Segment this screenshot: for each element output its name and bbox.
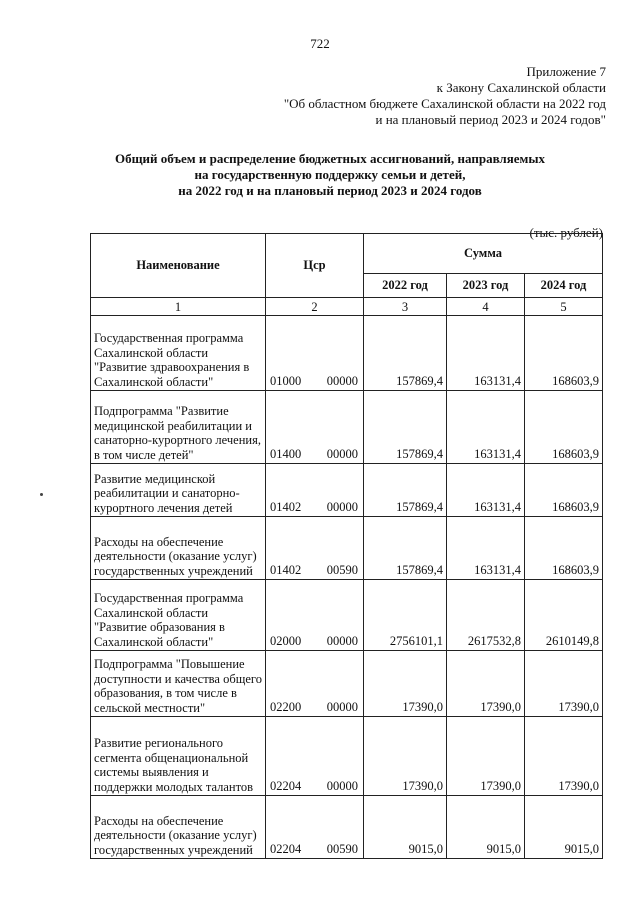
program-code: 02204 [270,779,302,793]
row-name: Расходы на обеспечение деятельности (оказание услуг) государственных учреждений [91,517,266,580]
header-year-2022: 2022 год [364,274,447,298]
table-row [91,796,603,859]
value-2022: 17390,0 [364,717,447,796]
program-code: 02000 [270,634,302,648]
column-index: 5 [525,298,603,316]
value-2022: 157869,4 [364,517,447,580]
value-2024: 17390,0 [525,651,603,717]
header-code: Цср [266,234,364,298]
value-2022: 157869,4 [364,391,447,464]
table-row [91,517,603,580]
row-name: Государственная программа Сахалинской области "Развитие здравоохранения в Сахалинской области" [91,316,266,391]
row-name: Расходы на обеспечение деятельности (оказание услуг) государственных учреждений [91,796,266,859]
value-2022: 17390,0 [364,651,447,717]
row-name: Развитие регионального сегмента общенациональной системы выявления и поддержки молодых талантов [91,717,266,796]
program-code: 01402 [270,500,302,514]
table-row [91,391,603,464]
value-2024: 17390,0 [525,717,603,796]
appendix-line: Приложение 7 [526,64,606,79]
direction-code: 00000 [326,634,358,648]
table-row [91,651,603,717]
direction-code: 00000 [326,779,358,793]
header-year-2023: 2023 год [447,274,525,298]
value-2023: 9015,0 [447,796,525,859]
direction-code: 00000 [326,500,358,514]
budget-table [90,233,603,859]
program-code: 01400 [270,447,302,461]
direction-code: 00000 [326,447,358,461]
direction-code: 00590 [326,842,358,856]
column-index: 1 [91,298,266,316]
value-2024: 168603,9 [525,391,603,464]
value-2023: 163131,4 [447,391,525,464]
direction-code: 00000 [326,374,358,388]
value-2022: 2756101,1 [364,580,447,651]
program-code: 02200 [270,700,302,714]
direction-code: 00590 [326,563,358,577]
appendix-header [284,64,606,128]
units-label: (тыс. рублей) [529,225,603,240]
title-line: Общий объем и распределение бюджетных ассигнований, направляемых [114,151,546,166]
table-row [91,580,603,651]
header-sum: Сумма [364,234,603,274]
column-index-row [91,298,603,316]
value-2023: 17390,0 [447,717,525,796]
program-code: 02204 [270,842,302,856]
page-number: 722 [310,36,330,51]
scan-dot [40,493,43,496]
row-name: Развитие медицинской реабилитации и санаторно-курортного лечения детей [91,464,266,517]
row-name: Государственная программа Сахалинской области "Развитие образования в Сахалинской области" [91,580,266,651]
value-2023: 163131,4 [447,464,525,517]
row-name: Подпрограмма "Развитие медицинской реабилитации и санаторно-курортного лечения, в том числе детей" [91,391,266,464]
value-2024: 2610149,8 [525,580,603,651]
value-2024: 168603,9 [525,517,603,580]
table-row [91,464,603,517]
document-title [80,151,580,199]
header-name: Наименование [91,234,266,298]
direction-code: 00000 [326,700,358,714]
value-2022: 157869,4 [364,464,447,517]
table-row [91,316,603,391]
value-2023: 163131,4 [447,517,525,580]
value-2023: 163131,4 [447,316,525,391]
appendix-line: и на плановый период 2023 и 2024 годов" [375,112,606,127]
column-index: 2 [266,298,364,316]
appendix-line: "Об областном бюджете Сахалинской области на 2022 год [283,96,606,111]
program-code: 01402 [270,563,302,577]
header-year-2024: 2024 год [525,274,603,298]
value-2024: 168603,9 [525,316,603,391]
title-line: на 2022 год и на плановый период 2023 и 2024 годов [178,183,482,198]
value-2023: 17390,0 [447,651,525,717]
title-line: на государственную поддержку семьи и детей, [194,167,466,182]
row-name: Подпрограмма "Повышение доступности и качества общего образования, в том числе в сельской местности" [91,651,266,717]
table-row [91,717,603,796]
value-2022: 9015,0 [364,796,447,859]
value-2024: 168603,9 [525,464,603,517]
program-code: 01000 [270,374,302,388]
value-2023: 2617532,8 [447,580,525,651]
appendix-line: к Закону Сахалинской области [436,80,606,95]
value-2024: 9015,0 [525,796,603,859]
value-2022: 157869,4 [364,316,447,391]
column-index: 4 [447,298,525,316]
column-index: 3 [364,298,447,316]
